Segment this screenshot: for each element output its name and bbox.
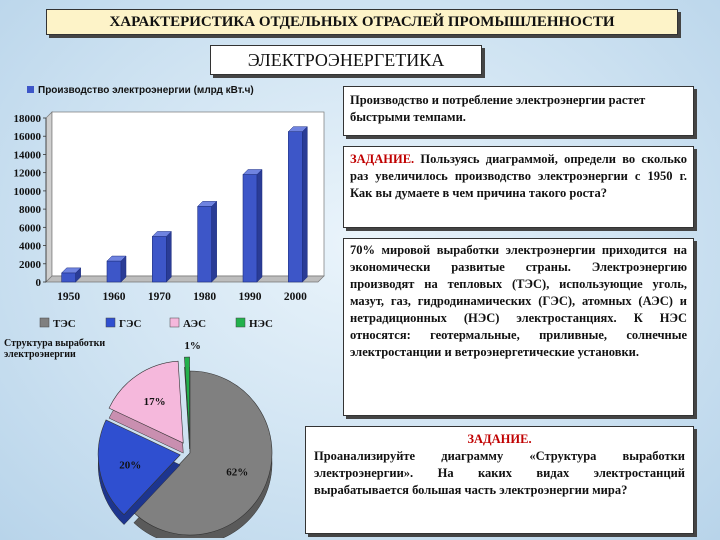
bar	[152, 236, 166, 282]
pie-legend-label: ТЭС	[53, 318, 76, 330]
task-2-label: ЗАДАНИЕ.	[467, 432, 532, 446]
x-tick-label: 1980	[193, 291, 217, 303]
bar-side	[257, 169, 262, 282]
pie-legend-swatch	[106, 318, 115, 327]
x-tick-label: 1990	[238, 291, 262, 303]
y-tick-label: 16000	[13, 131, 41, 144]
y-tick-label: 18000	[13, 113, 41, 125]
y-tick-label: 6000	[19, 222, 41, 235]
legend-label: Производство электроэнергии (млрд кВт.ч)	[38, 85, 254, 96]
structure-pie-chart	[0, 338, 300, 538]
bar	[288, 132, 302, 282]
pie-legend-swatch	[170, 318, 179, 327]
bar	[62, 273, 76, 282]
task-1-label: ЗАДАНИЕ.	[350, 152, 415, 166]
x-tick-label: 1950	[57, 291, 81, 303]
pie-slice-label: 20%	[119, 459, 142, 472]
production-bar-chart	[0, 82, 330, 342]
info-box	[343, 238, 694, 416]
chart-plot-area	[52, 112, 324, 276]
task-2-text: Проанализируйте диаграмму «Структура выработки электроэнергии». На каких видах электростанций вырабатывается большая часть электроэнергии мира?	[314, 449, 685, 497]
task-1-text: Пользуясь диаграммой, определи во сколько раз увеличилось производство электроэнергии с 1950 г. Как вы думаете в чем причина такого роста?	[350, 152, 687, 200]
pie-chart-title: Структура выработки электроэнергии	[4, 338, 106, 360]
task-1-box	[343, 146, 694, 228]
y-tick-label: 0	[35, 277, 41, 289]
pie-legend-label: НЭС	[249, 318, 273, 330]
y-tick-label: 4000	[19, 240, 41, 253]
y-tick-label: 10000	[13, 185, 41, 198]
x-tick-label: 2000	[283, 291, 307, 303]
bar-side	[166, 231, 171, 282]
x-tick-label: 1960	[102, 291, 126, 303]
pie-legend-label: АЭС	[183, 318, 207, 330]
page-title: ХАРАКТЕРИСТИКА ОТДЕЛЬНЫХ ОТРАСЛЕЙ ПРОМЫШЛЕННОСТИ	[46, 9, 678, 35]
bar-side	[302, 127, 307, 282]
pie-chart-svg	[0, 338, 300, 538]
bar-chart-svg	[0, 82, 330, 342]
growth-note-text: Производство и потребление электроэнергии растет быстрыми темпами.	[350, 93, 646, 124]
pie-slice-label: 1%	[184, 339, 201, 352]
growth-note	[343, 86, 694, 136]
pie-slice-label: 62%	[226, 466, 249, 479]
bar-side	[212, 201, 217, 282]
info-text: 70% мировой выработки электроэнергии приходится на экономически развитые страны. Электроэнергию производят на тепловых (ТЭС), использующие уголь, мазут, газ, гидродинамических (ГЭС), атомных (АЭС) и нетрадиционных (НЭС) электростанциях. К НЭС относятся: геотермальные, приливные, солнечные электростанции и ветроэнергетические установки.	[350, 243, 687, 359]
y-tick-label: 2000	[19, 258, 41, 271]
y-tick-label: 8000	[19, 204, 41, 217]
legend-swatch	[27, 86, 34, 93]
pie-legend-label: ГЭС	[119, 318, 142, 330]
chart-floor	[46, 276, 324, 282]
pie-slice	[184, 357, 189, 439]
chart-side-wall	[46, 112, 52, 282]
pie-legend-swatch	[236, 318, 245, 327]
task-2-box	[305, 426, 694, 534]
pie-slice-label: 17%	[143, 396, 166, 409]
section-subtitle: ЭЛЕКТРОЭНЕРГЕТИКА	[210, 45, 482, 75]
pie-legend-swatch	[40, 318, 49, 327]
bar	[107, 261, 121, 282]
y-tick-label: 12000	[13, 167, 41, 180]
y-tick-label: 14000	[13, 149, 41, 162]
bar	[243, 174, 257, 282]
x-tick-label: 1970	[147, 291, 171, 303]
bar	[198, 206, 212, 282]
